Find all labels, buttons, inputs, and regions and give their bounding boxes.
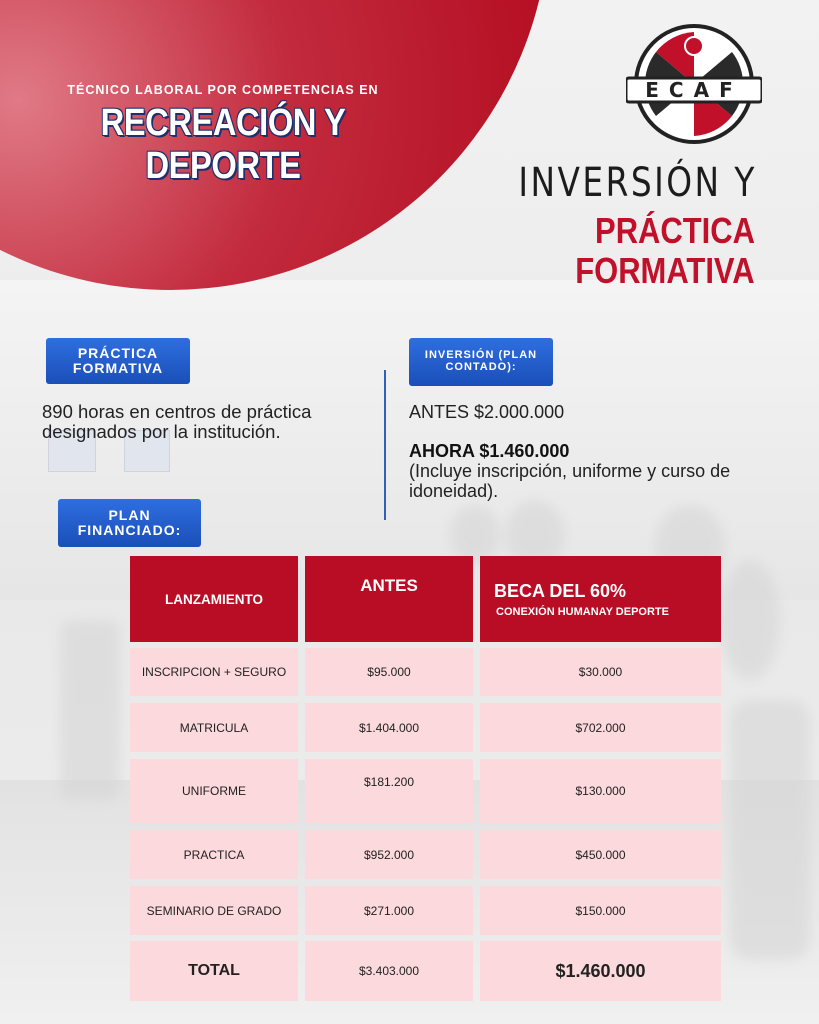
table-cell-antes: $95.000 (305, 648, 473, 696)
program-subtitle: TÉCNICO LABORAL POR COMPETENCIAS EN (67, 83, 379, 97)
table-total-antes: $3.403.000 (305, 941, 473, 1001)
badge-practica-formativa: PRÁCTICA FORMATIVA (46, 338, 190, 384)
table-cell-antes: $181.200 (305, 759, 473, 823)
table-cell-antes: $271.000 (305, 886, 473, 935)
table-cell-antes: $952.000 (305, 830, 473, 879)
table-header-antes: ANTES (305, 556, 473, 642)
divider-line (384, 370, 386, 520)
table-cell-antes: $1.404.000 (305, 703, 473, 752)
heading-inversion: INVERSIÓN Y (518, 160, 757, 206)
price-antes: ANTES $2.000.000 (409, 402, 565, 422)
table-cell-concepto: PRACTICA (130, 830, 298, 879)
price-ahora: AHORA $1.460.000 (409, 441, 570, 461)
heading-formativa: FORMATIVA (575, 250, 755, 291)
table-cell-beca: $450.000 (480, 830, 721, 879)
price-includes-note: (Incluye inscripción, uniforme y curso de idoneidad). (409, 461, 731, 501)
table-total-beca: $1.460.000 (480, 941, 721, 1001)
table-header-beca (480, 556, 721, 642)
practica-hours-text: 890 horas en centros de práctica designados por la institución. (42, 401, 312, 443)
badge-inversion-contado: INVERSIÓN (PLAN CONTADO): (409, 338, 553, 386)
badge-plan-financiado: PLAN FINANCIADO: (58, 499, 201, 547)
heading-practica: PRÁCTICA (595, 210, 755, 251)
table-cell-concepto: SEMINARIO DE GRADO (130, 886, 298, 935)
ecaf-logo (626, 22, 762, 146)
program-title: RECREACIÓN Y DEPORTE (100, 102, 346, 187)
table-total-label: TOTAL (130, 941, 298, 1001)
table-cell-beca: $150.000 (480, 886, 721, 935)
table-header-lanzamiento: LANZAMIENTO (130, 556, 298, 642)
table-cell-concepto: MATRICULA (130, 703, 298, 752)
table-cell-concepto: UNIFORME (130, 759, 298, 823)
beca-subtitle: CONEXIÓN HUMANAY DEPORTE (496, 605, 669, 618)
table-cell-beca: $130.000 (480, 759, 721, 823)
table-cell-beca: $702.000 (480, 703, 721, 752)
logo-text: ECAF (645, 78, 743, 102)
table-cell-concepto: INSCRIPCION + SEGURO (130, 648, 298, 696)
beca-title: BECA DEL 60% (494, 580, 627, 601)
table-cell-beca: $30.000 (480, 648, 721, 696)
